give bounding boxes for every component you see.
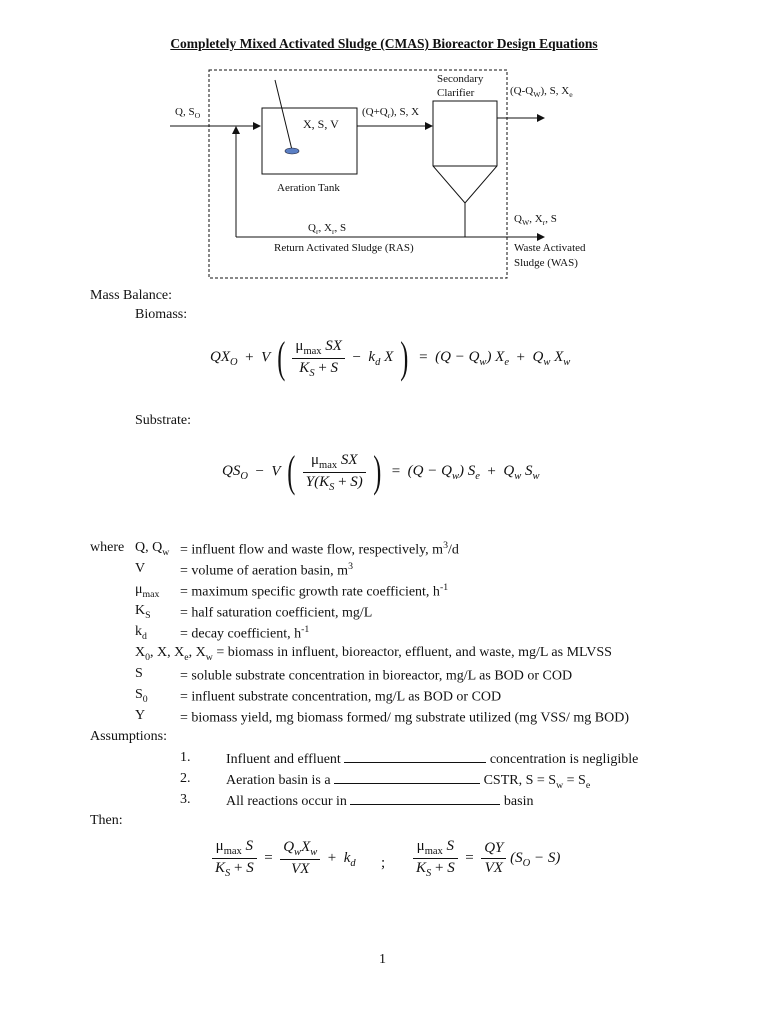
substrate-heading: Substrate: bbox=[135, 413, 191, 428]
tank-outflow-label: $(Q+Q_r)$, S, X bbox=[362, 106, 420, 121]
equation-separator: ; bbox=[381, 855, 386, 871]
definition-text: = decay coefficient, $h^{-1}$ bbox=[180, 624, 310, 642]
return-arrow bbox=[232, 126, 240, 134]
assumption-item: All reactions occur in basin bbox=[226, 794, 534, 809]
definition-text: = biomass yield, mg biomass formed/ mg substrate utilized (mg VSS/ mg BOD) bbox=[180, 710, 629, 726]
page-number: 1 bbox=[379, 952, 386, 967]
definition-row: $\mu_{max}$ bbox=[135, 582, 160, 600]
substrate-equation: $QS_O - V$ ( $\frac{\mu_{max} SX}{Y(K_S + S)}$ ) = $(Q - Q_w)$ $S_e + Q_w$ $S_w$ bbox=[222, 447, 540, 496]
definition-row: V bbox=[135, 561, 146, 576]
then-heading: Then: bbox=[90, 813, 123, 828]
aeration-tank-label: Aeration Tank bbox=[277, 182, 340, 194]
definition-row: $S_0$ bbox=[135, 687, 148, 705]
assumptions-heading: Assumptions: bbox=[90, 729, 168, 744]
definition-text: = influent flow and waste flow, respectively, $m^3/d$ bbox=[180, 540, 459, 558]
definition-text: = maximum specific growth rate coefficient, $h^{-1}$ bbox=[180, 582, 449, 600]
effluent-arrow bbox=[537, 114, 545, 122]
definition-text: = half saturation coefficient, mg/L bbox=[180, 605, 373, 621]
definition-text: = influent substrate concentration, mg/L as BOD or COD bbox=[180, 689, 502, 705]
definition-row: $X_0$, X, $X_e$, $X_w$ = biomass in influent, bioreactor, effluent, and waste, mg/L as MLVSS bbox=[135, 645, 612, 663]
assumption-number: 1. bbox=[180, 750, 191, 765]
ras-label: Return Activated Sludge (RAS) bbox=[274, 242, 414, 254]
assumption-number: 2. bbox=[180, 771, 191, 786]
waste-arrow bbox=[537, 233, 545, 241]
definition-text: = volume of aeration basin, $m^3$ bbox=[180, 561, 353, 579]
where-label: where bbox=[90, 540, 125, 555]
biomass-equation: $QX_O + V$ ( $\frac{\mu_{max} SX}{K_S + S}$ − $k_d$ X ) = $(Q - Q_w)$ $X_e + Q_w$ $X_w$ bbox=[210, 333, 571, 382]
fill-in-blank[interactable] bbox=[344, 750, 486, 763]
was-label-1: Waste Activated bbox=[514, 242, 586, 254]
substrate-utilization-equation: $\frac{\mu_{max} S}{K_S + S}$ = $\frac{QY}{VX}$ $(S_O - S)$ bbox=[413, 838, 560, 879]
waste-flow-label: $Q_W$, $X_r$, S bbox=[514, 213, 557, 228]
secondary-clarifier bbox=[433, 101, 497, 203]
definition-row: Y bbox=[135, 708, 146, 723]
clarifier-label-1: Secondary bbox=[437, 73, 484, 85]
effluent-label: $(Q-Q_W)$, S, $X_e$ bbox=[510, 85, 573, 100]
page-title: Completely Mixed Activated Sludge (CMAS) Bioreactor Design Equations bbox=[170, 36, 598, 51]
fill-in-blank[interactable] bbox=[350, 792, 500, 805]
mass-balance-heading: Mass Balance: bbox=[90, 288, 173, 303]
definition-row: $k_d$ bbox=[135, 624, 147, 642]
fill-in-blank[interactable] bbox=[334, 771, 480, 784]
biomass-heading: Biomass: bbox=[135, 307, 188, 322]
growth-rate-equation: $\frac{\mu_{max} S}{K_S + S}$ = $\frac{Q_wX_w}{VX}$ + $k_d$ bbox=[212, 838, 356, 879]
return-flow-label: $Q_r$, $X_r$, S bbox=[308, 222, 347, 237]
clarifier-label-2: Clarifier bbox=[437, 87, 475, 99]
influent-label: Q, $S_O$ bbox=[175, 106, 201, 121]
assumption-number: 3. bbox=[180, 792, 191, 807]
assumption-item: Influent and effluent concentration is negligible bbox=[226, 752, 639, 767]
definition-row: Q, $Q_w$ bbox=[135, 540, 170, 558]
definition-text: = soluble substrate concentration in bioreactor, mg/L as BOD or COD bbox=[180, 668, 573, 684]
assumption-item: Aeration basin is a CSTR, $S = S_w = S_e$ bbox=[226, 773, 591, 791]
aerator-icon bbox=[285, 148, 299, 154]
was-label-2: Sludge (WAS) bbox=[514, 257, 578, 269]
tank-contents-label: X, S, V bbox=[303, 117, 339, 131]
definition-row: S bbox=[135, 666, 143, 681]
influent-arrow bbox=[253, 122, 261, 130]
definition-row: $K_S$ bbox=[135, 603, 151, 621]
aerator-shaft bbox=[275, 80, 292, 150]
